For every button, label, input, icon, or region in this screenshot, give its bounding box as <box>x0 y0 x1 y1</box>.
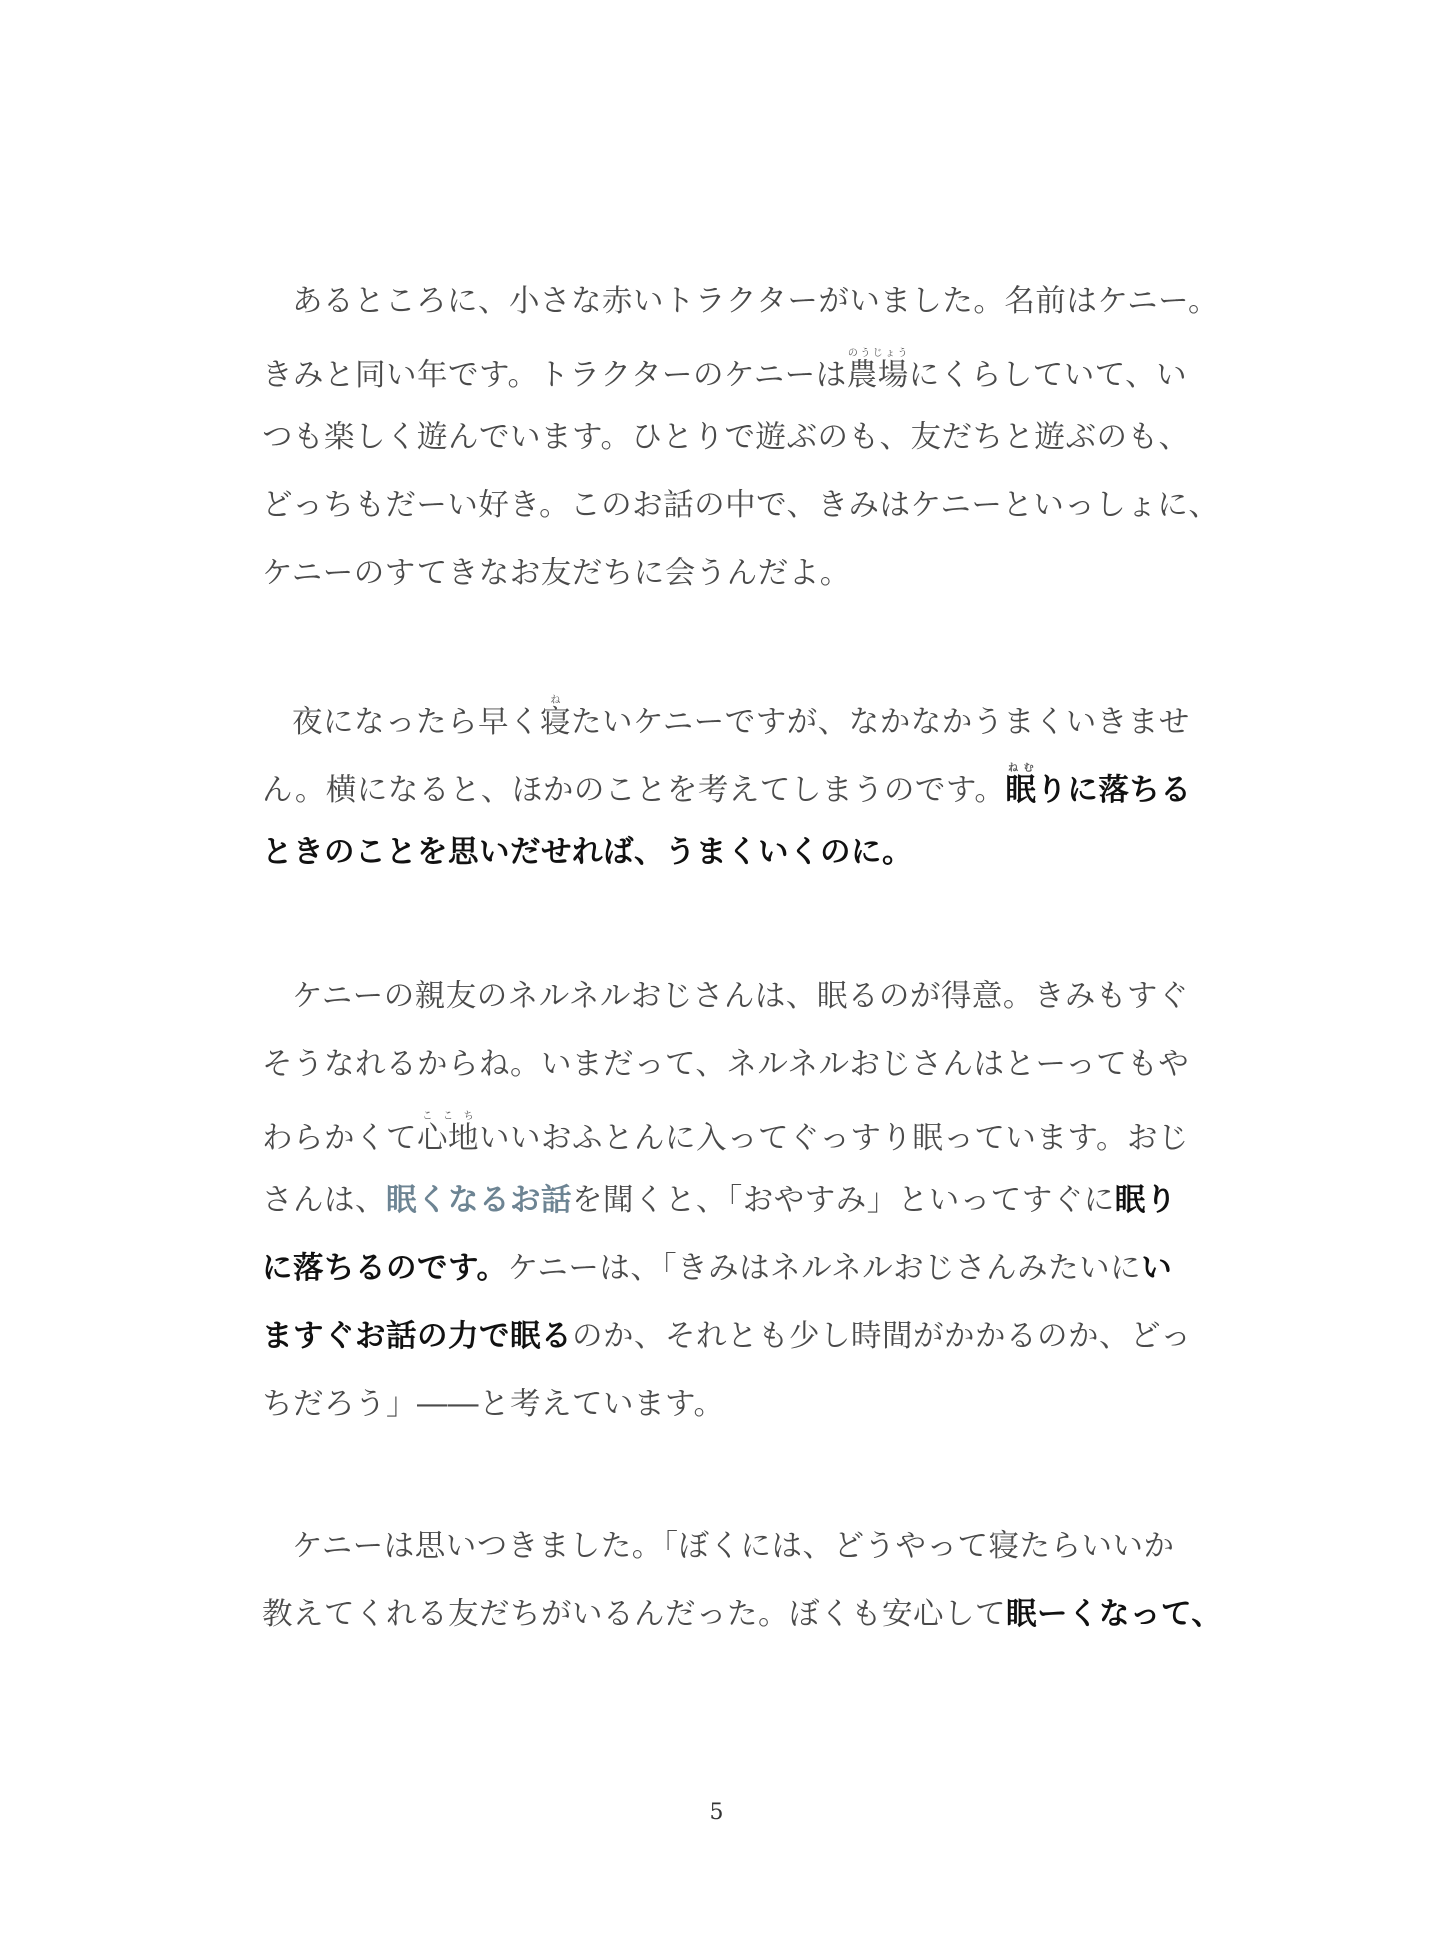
text-line <box>262 1043 1189 1087</box>
text-line <box>262 1525 1175 1569</box>
text-run: ケニーのすてきなお友だちに会うんだよ。 <box>262 556 851 591</box>
text-run: ん。横になると、ほかのことを考えてしまうのです。 <box>262 773 1006 808</box>
text-line <box>262 1179 1177 1223</box>
page-number: 5 <box>709 1800 724 1825</box>
text-run: どっちもだーい好き。このお話の中で、きみはケニーといっしょに、 <box>262 488 1220 523</box>
bold-phrase: ますぐお話の力で眠る <box>262 1319 572 1354</box>
text-run: にくらしていて、い <box>908 358 1188 393</box>
text-line <box>262 280 1219 324</box>
furigana: ねむ <box>1005 763 1037 774</box>
furigana: ここち <box>417 1111 479 1122</box>
ruby-word <box>417 1111 479 1156</box>
text-run: ケニーは思いつきました。「ぼくには、どうやって寝たらいいか <box>292 1529 1175 1564</box>
text-line <box>262 1315 1191 1359</box>
text-run: つも楽しく遊んでいます。ひとりで遊ぶのも、友だちと遊ぶのも、 <box>262 420 1190 455</box>
text-line <box>262 348 1187 392</box>
furigana: のうじょう <box>846 348 909 359</box>
text-line <box>262 763 1191 807</box>
text-line <box>262 1383 725 1427</box>
ruby-base: 農場 <box>846 358 909 393</box>
text-line <box>262 1111 1189 1155</box>
text-line <box>262 695 1190 739</box>
text-line <box>262 831 913 875</box>
ruby-base: 心地 <box>417 1121 479 1156</box>
text-line <box>262 484 1219 528</box>
text-run: あるところに、小さな赤いトラクターがいました。名前はケニー。 <box>292 284 1219 319</box>
ruby-word <box>540 695 571 740</box>
text-line <box>262 552 851 596</box>
text-run: たいケニーですが、なかなかうまくいきませ <box>571 705 1190 740</box>
furigana: ね <box>540 695 571 706</box>
text-line <box>262 1593 1222 1637</box>
text-line <box>262 1247 1172 1291</box>
text-run: ケニーの親友のネルネルおじさんは、眠るのが得意。きみもすぐ <box>292 979 1189 1014</box>
text-line <box>262 975 1189 1019</box>
ruby-word <box>1005 763 1037 808</box>
bold-phrase: ときのことを思いだせれば、うまくいくのに。 <box>262 835 913 870</box>
text-run: ケニーは、「きみはネルネルおじさんみたいに <box>507 1251 1142 1286</box>
text-run: 教えてくれる友だちがいるんだった。ぼくも安心して <box>262 1597 1006 1632</box>
text-run: いいおふとんに入ってぐっすり眠っています。おじ <box>479 1121 1189 1156</box>
bold-phrase: 眠ーくなって、 <box>1006 1597 1223 1632</box>
text-run: さんは、 <box>262 1183 386 1218</box>
text-run: きみと同い年です。トラクターのケニーは <box>262 358 847 393</box>
text-run: わらかくて <box>262 1121 417 1156</box>
bold-phrase: 眠り <box>1114 1183 1177 1218</box>
text-run: を聞くと、「おやすみ」といってすぐに <box>572 1183 1115 1218</box>
bold-phrase: りに落ちる <box>1036 773 1192 808</box>
ruby-base: 眠 <box>1005 773 1037 808</box>
bold-phrase: い <box>1141 1251 1173 1286</box>
ruby-base: 寝 <box>540 705 571 740</box>
highlighted-phrase: 眠くなるお話 <box>386 1183 572 1218</box>
text-run: ちだろう」――と考えています。 <box>262 1387 725 1422</box>
bold-phrase: に落ちるのです。 <box>262 1251 508 1286</box>
text-run: そうなれるからね。いまだって、ネルネルおじさんはとーってもや <box>262 1047 1190 1082</box>
text-line <box>262 416 1190 460</box>
ruby-word <box>846 348 909 393</box>
text-run: のか、それとも少し時間がかかるのか、どっ <box>572 1319 1192 1354</box>
text-run: 夜になったら早く <box>292 705 540 740</box>
